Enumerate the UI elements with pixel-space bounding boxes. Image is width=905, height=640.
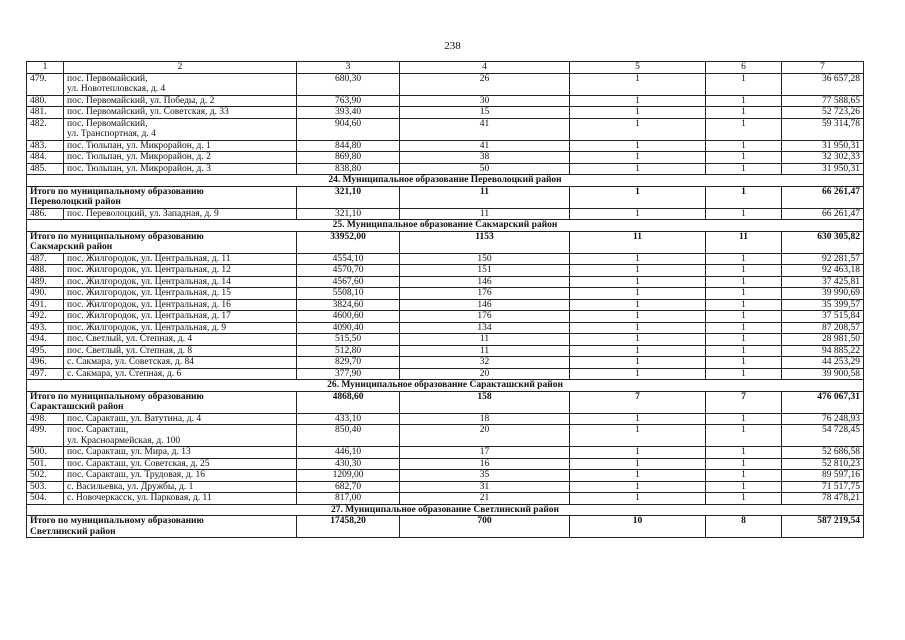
value-cell-c7: 52 723,26 <box>782 107 864 119</box>
value-cell-c5: 1 <box>570 208 706 220</box>
value-cell-c5: 1 <box>570 425 706 447</box>
total-cell-c5: 10 <box>570 516 706 538</box>
table-row <box>27 413 864 425</box>
value-cell-c5: 1 <box>570 299 706 311</box>
housing-table <box>26 61 864 538</box>
value-cell-c4: 176 <box>400 311 570 323</box>
address-cell: с. Сакмара, ул. Степная, д. 6 <box>64 368 297 380</box>
total-cell-c7: 66 261,47 <box>782 186 864 208</box>
value-cell-c5: 1 <box>570 334 706 346</box>
value-cell-c6: 1 <box>706 140 782 152</box>
row-number: 491. <box>27 299 64 311</box>
value-cell-c3: 838,80 <box>297 163 400 175</box>
value-cell-c6: 1 <box>706 118 782 140</box>
section-title: 26. Муниципальное образование Саракташский район <box>27 380 864 392</box>
value-cell-c4: 38 <box>400 152 570 164</box>
value-cell-c6: 1 <box>706 357 782 369</box>
address-cell: пос. Первомайский, ул. Советская, д. 33 <box>64 107 297 119</box>
value-cell-c3: 904,60 <box>297 118 400 140</box>
value-cell-c5: 1 <box>570 458 706 470</box>
value-cell-c3: 512,80 <box>297 345 400 357</box>
table-row <box>27 311 864 323</box>
total-cell-c7: 476 067,31 <box>782 391 864 413</box>
table-row <box>27 425 864 447</box>
value-cell-c3: 869,80 <box>297 152 400 164</box>
value-cell-c7: 39 990,69 <box>782 288 864 300</box>
column-header: 1 <box>27 62 64 74</box>
total-cell-c5: 1 <box>570 186 706 208</box>
value-cell-c5: 1 <box>570 470 706 482</box>
address-cell: пос. Саракташ, ул. Трудовая, д. 16 <box>64 470 297 482</box>
column-header: 6 <box>706 62 782 74</box>
value-cell-c5: 1 <box>570 73 706 95</box>
value-cell-c5: 1 <box>570 253 706 265</box>
row-number: 486. <box>27 208 64 220</box>
total-cell-c6: 11 <box>706 231 782 253</box>
table-row <box>27 152 864 164</box>
value-cell-c7: 31 950,31 <box>782 140 864 152</box>
value-cell-c5: 1 <box>570 413 706 425</box>
value-cell-c3: 4090,40 <box>297 322 400 334</box>
value-cell-c6: 1 <box>706 322 782 334</box>
page-number: 238 <box>444 40 461 52</box>
table-row <box>27 95 864 107</box>
value-cell-c5: 1 <box>570 345 706 357</box>
address-cell: пос. Первомайский, ул. Транспортная, д. 4 <box>64 118 297 140</box>
value-cell-c5: 1 <box>570 140 706 152</box>
table-row <box>27 118 864 140</box>
value-cell-c3: 433,10 <box>297 413 400 425</box>
total-cell-c5: 7 <box>570 391 706 413</box>
value-cell-c6: 1 <box>706 208 782 220</box>
value-cell-c5: 1 <box>570 276 706 288</box>
total-cell-c4: 11 <box>400 186 570 208</box>
total-cell-c3: 4868,60 <box>297 391 400 413</box>
address-cell: пос. Первомайский, ул. Победы, д. 2 <box>64 95 297 107</box>
value-cell-c7: 66 261,47 <box>782 208 864 220</box>
value-cell-c7: 92 463,18 <box>782 265 864 277</box>
value-cell-c6: 1 <box>706 163 782 175</box>
value-cell-c4: 20 <box>400 425 570 447</box>
value-cell-c7: 39 900,58 <box>782 368 864 380</box>
address-cell: пос. Светлый, ул. Степная, д. 8 <box>64 345 297 357</box>
value-cell-c5: 1 <box>570 368 706 380</box>
value-cell-c7: 71 517,75 <box>782 481 864 493</box>
column-header: 3 <box>297 62 400 74</box>
value-cell-c7: 87 208,57 <box>782 322 864 334</box>
table-row <box>27 357 864 369</box>
total-cell-c4: 700 <box>400 516 570 538</box>
value-cell-c7: 36 657,28 <box>782 73 864 95</box>
total-row <box>27 186 864 208</box>
address-cell: пос. Саракташ, ул. Советская, д. 25 <box>64 458 297 470</box>
address-cell: пос. Жилгородок, ул. Центральная, д. 15 <box>64 288 297 300</box>
address-cell: пос. Жилгородок, ул. Центральная, д. 16 <box>64 299 297 311</box>
value-cell-c4: 32 <box>400 357 570 369</box>
value-cell-c5: 1 <box>570 152 706 164</box>
value-cell-c7: 52 686,58 <box>782 447 864 459</box>
total-cell-c3: 321,10 <box>297 186 400 208</box>
row-number: 482. <box>27 118 64 140</box>
value-cell-c4: 146 <box>400 276 570 288</box>
address-cell: пос. Тюльпан, ул. Микрорайон, д. 2 <box>64 152 297 164</box>
value-cell-c7: 77 588,65 <box>782 95 864 107</box>
value-cell-c3: 321,10 <box>297 208 400 220</box>
address-cell: с. Сакмара, ул. Советская, д. 84 <box>64 357 297 369</box>
table-row <box>27 493 864 505</box>
address-cell: пос. Переволоцкий, ул. Западная, д. 9 <box>64 208 297 220</box>
total-cell-c7: 587 219,54 <box>782 516 864 538</box>
total-cell-c7: 630 305,82 <box>782 231 864 253</box>
value-cell-c4: 150 <box>400 253 570 265</box>
value-cell-c7: 31 950,31 <box>782 163 864 175</box>
value-cell-c4: 20 <box>400 368 570 380</box>
value-cell-c5: 1 <box>570 357 706 369</box>
value-cell-c3: 4567,60 <box>297 276 400 288</box>
value-cell-c6: 1 <box>706 95 782 107</box>
section-heading-row <box>27 504 864 516</box>
value-cell-c7: 59 314,78 <box>782 118 864 140</box>
section-title: 27. Муниципальное образование Светлинский район <box>27 504 864 516</box>
total-row <box>27 231 864 253</box>
address-cell: пос. Саракташ, ул. Мира, д. 13 <box>64 447 297 459</box>
value-cell-c4: 11 <box>400 345 570 357</box>
value-cell-c5: 1 <box>570 481 706 493</box>
value-cell-c6: 1 <box>706 152 782 164</box>
total-cell-c3: 17458,20 <box>297 516 400 538</box>
value-cell-c7: 94 885,22 <box>782 345 864 357</box>
table-row <box>27 458 864 470</box>
table-row <box>27 345 864 357</box>
value-cell-c6: 1 <box>706 481 782 493</box>
total-row <box>27 391 864 413</box>
row-number: 487. <box>27 253 64 265</box>
value-cell-c5: 1 <box>570 447 706 459</box>
value-cell-c7: 37 515,84 <box>782 311 864 323</box>
total-cell-c6: 8 <box>706 516 782 538</box>
value-cell-c4: 151 <box>400 265 570 277</box>
total-cell-c4: 158 <box>400 391 570 413</box>
value-cell-c3: 430,30 <box>297 458 400 470</box>
value-cell-c3: 1209,00 <box>297 470 400 482</box>
row-number: 492. <box>27 311 64 323</box>
value-cell-c5: 1 <box>570 107 706 119</box>
value-cell-c7: 76 248,93 <box>782 413 864 425</box>
address-cell: пос. Первомайский, ул. Новотепловская, д. 4 <box>64 73 297 95</box>
value-cell-c4: 15 <box>400 107 570 119</box>
table-row <box>27 253 864 265</box>
row-number: 504. <box>27 493 64 505</box>
row-number: 499. <box>27 425 64 447</box>
table-row <box>27 447 864 459</box>
table-row <box>27 276 864 288</box>
total-cell-c4: 1153 <box>400 231 570 253</box>
value-cell-c5: 1 <box>570 493 706 505</box>
table-body <box>27 62 864 538</box>
section-title: 24. Муниципальное образование Переволоцкий район <box>27 175 864 187</box>
value-cell-c3: 4554,10 <box>297 253 400 265</box>
value-cell-c5: 1 <box>570 311 706 323</box>
value-cell-c3: 4570,70 <box>297 265 400 277</box>
value-cell-c3: 844,80 <box>297 140 400 152</box>
address-cell: пос. Саракташ, ул. Красноармейская, д. 100 <box>64 425 297 447</box>
row-number: 480. <box>27 95 64 107</box>
total-cell-c3: 33952,00 <box>297 231 400 253</box>
value-cell-c5: 1 <box>570 288 706 300</box>
row-number: 488. <box>27 265 64 277</box>
address-cell: пос. Жилгородок, ул. Центральная, д. 17 <box>64 311 297 323</box>
value-cell-c6: 1 <box>706 470 782 482</box>
row-number: 498. <box>27 413 64 425</box>
value-cell-c6: 1 <box>706 265 782 277</box>
table-row <box>27 140 864 152</box>
table-row <box>27 73 864 95</box>
value-cell-c6: 1 <box>706 253 782 265</box>
table-row <box>27 288 864 300</box>
row-number: 501. <box>27 458 64 470</box>
value-cell-c4: 35 <box>400 470 570 482</box>
row-number: 490. <box>27 288 64 300</box>
section-heading-row <box>27 380 864 392</box>
value-cell-c3: 680,30 <box>297 73 400 95</box>
address-cell: пос. Жилгородок, ул. Центральная, д. 14 <box>64 276 297 288</box>
value-cell-c4: 134 <box>400 322 570 334</box>
value-cell-c5: 1 <box>570 118 706 140</box>
total-cell-c6: 7 <box>706 391 782 413</box>
column-header: 5 <box>570 62 706 74</box>
value-cell-c7: 78 478,21 <box>782 493 864 505</box>
value-cell-c3: 829,70 <box>297 357 400 369</box>
address-cell: пос. Жилгородок, ул. Центральная, д. 9 <box>64 322 297 334</box>
total-cell-c5: 11 <box>570 231 706 253</box>
column-header: 7 <box>782 62 864 74</box>
value-cell-c3: 393,40 <box>297 107 400 119</box>
table-row <box>27 107 864 119</box>
value-cell-c7: 54 728,45 <box>782 425 864 447</box>
total-label: Итого по муниципальному образованию Сакмарский район <box>27 231 297 253</box>
value-cell-c6: 1 <box>706 493 782 505</box>
value-cell-c6: 1 <box>706 276 782 288</box>
table-row <box>27 334 864 346</box>
row-number: 497. <box>27 368 64 380</box>
table-row <box>27 322 864 334</box>
address-cell: пос. Жилгородок, ул. Центральная, д. 12 <box>64 265 297 277</box>
row-number: 496. <box>27 357 64 369</box>
value-cell-c3: 850,40 <box>297 425 400 447</box>
value-cell-c4: 41 <box>400 118 570 140</box>
table-row <box>27 470 864 482</box>
row-number: 479. <box>27 73 64 95</box>
section-title: 25. Муниципальное образование Сакмарский район <box>27 220 864 232</box>
value-cell-c7: 28 981,50 <box>782 334 864 346</box>
value-cell-c4: 50 <box>400 163 570 175</box>
value-cell-c3: 4600,60 <box>297 311 400 323</box>
row-number: 493. <box>27 322 64 334</box>
value-cell-c6: 1 <box>706 447 782 459</box>
address-cell: пос. Тюльпан, ул. Микрорайон, д. 3 <box>64 163 297 175</box>
table-row <box>27 208 864 220</box>
value-cell-c6: 1 <box>706 311 782 323</box>
column-header: 2 <box>64 62 297 74</box>
value-cell-c4: 41 <box>400 140 570 152</box>
address-cell: пос. Светлый, ул. Степная, д. 4 <box>64 334 297 346</box>
row-number: 481. <box>27 107 64 119</box>
value-cell-c4: 17 <box>400 447 570 459</box>
value-cell-c7: 52 810,23 <box>782 458 864 470</box>
value-cell-c6: 1 <box>706 299 782 311</box>
section-heading-row <box>27 220 864 232</box>
address-cell: пос. Саракташ, ул. Ватутина, д. 4 <box>64 413 297 425</box>
value-cell-c6: 1 <box>706 458 782 470</box>
value-cell-c7: 44 253,29 <box>782 357 864 369</box>
value-cell-c7: 37 425,81 <box>782 276 864 288</box>
value-cell-c4: 21 <box>400 493 570 505</box>
table-row <box>27 265 864 277</box>
address-cell: пос. Тюльпан, ул. Микрорайон, д. 1 <box>64 140 297 152</box>
table-row <box>27 368 864 380</box>
total-label: Итого по муниципальному образованию Светлинский район <box>27 516 297 538</box>
row-number: 485. <box>27 163 64 175</box>
table-row <box>27 299 864 311</box>
total-label: Итого по муниципальному образованию Переволоцкий район <box>27 186 297 208</box>
value-cell-c4: 18 <box>400 413 570 425</box>
value-cell-c4: 26 <box>400 73 570 95</box>
total-row <box>27 516 864 538</box>
value-cell-c4: 11 <box>400 334 570 346</box>
value-cell-c4: 30 <box>400 95 570 107</box>
value-cell-c3: 682,70 <box>297 481 400 493</box>
value-cell-c4: 31 <box>400 481 570 493</box>
value-cell-c5: 1 <box>570 163 706 175</box>
value-cell-c7: 32 302,33 <box>782 152 864 164</box>
total-label: Итого по муниципальному образованию Саракташский район <box>27 391 297 413</box>
value-cell-c4: 176 <box>400 288 570 300</box>
row-number: 489. <box>27 276 64 288</box>
value-cell-c7: 35 399,57 <box>782 299 864 311</box>
table-row <box>27 163 864 175</box>
address-cell: пос. Жилгородок, ул. Центральная, д. 11 <box>64 253 297 265</box>
value-cell-c6: 1 <box>706 413 782 425</box>
value-cell-c3: 763,90 <box>297 95 400 107</box>
table-row <box>27 481 864 493</box>
value-cell-c3: 5508,10 <box>297 288 400 300</box>
row-number: 495. <box>27 345 64 357</box>
address-cell: с. Новочеркасск, ул. Парковая, д. 11 <box>64 493 297 505</box>
value-cell-c5: 1 <box>570 265 706 277</box>
value-cell-c3: 817,00 <box>297 493 400 505</box>
value-cell-c3: 446,10 <box>297 447 400 459</box>
table-header-row <box>27 62 864 74</box>
section-heading-row <box>27 175 864 187</box>
row-number: 494. <box>27 334 64 346</box>
value-cell-c6: 1 <box>706 107 782 119</box>
value-cell-c5: 1 <box>570 322 706 334</box>
row-number: 502. <box>27 470 64 482</box>
value-cell-c4: 16 <box>400 458 570 470</box>
row-number: 500. <box>27 447 64 459</box>
value-cell-c7: 89 597,16 <box>782 470 864 482</box>
row-number: 503. <box>27 481 64 493</box>
value-cell-c6: 1 <box>706 73 782 95</box>
column-header: 4 <box>400 62 570 74</box>
value-cell-c6: 1 <box>706 345 782 357</box>
value-cell-c4: 11 <box>400 208 570 220</box>
value-cell-c6: 1 <box>706 368 782 380</box>
total-cell-c6: 1 <box>706 186 782 208</box>
value-cell-c6: 1 <box>706 334 782 346</box>
value-cell-c6: 1 <box>706 425 782 447</box>
value-cell-c3: 3824,60 <box>297 299 400 311</box>
value-cell-c3: 515,50 <box>297 334 400 346</box>
row-number: 483. <box>27 140 64 152</box>
value-cell-c5: 1 <box>570 95 706 107</box>
value-cell-c6: 1 <box>706 288 782 300</box>
row-number: 484. <box>27 152 64 164</box>
value-cell-c3: 377,90 <box>297 368 400 380</box>
value-cell-c4: 146 <box>400 299 570 311</box>
value-cell-c7: 92 281,57 <box>782 253 864 265</box>
address-cell: с. Васильевка, ул. Дружбы, д. 1 <box>64 481 297 493</box>
